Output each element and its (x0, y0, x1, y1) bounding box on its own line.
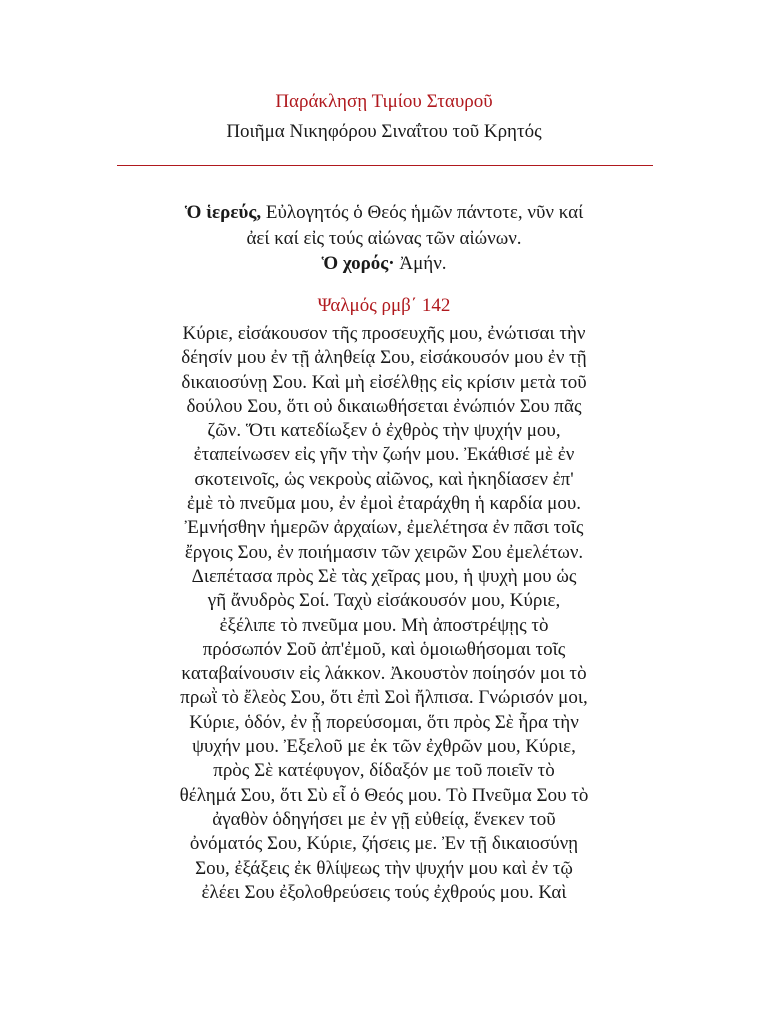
priest-text-1: Εὐλογητός ὁ Θεός ἡμῶν πάντοτε, νῦν καί (265, 202, 584, 223)
psalm-line: δικαιοσύνῃ Σου. Καὶ μὴ εἰσέλθῃς εἰς κρίσιν μετὰ τοῦ (181, 371, 587, 393)
psalm-line: καταβαίνουσιν εἰς λάκκον. Ἀκουστὸν ποίησόν μοι τὸ (181, 663, 587, 685)
page-title: Παράκλησῃ Τιμίου Σταυροῦ (275, 91, 493, 112)
psalm-line: πρὸς Σὲ κατέφυγον, δίδαξόν με τοῦ ποιεῖν τὸ (213, 760, 555, 782)
psalm-heading: Ψαλμός ρμβ΄ 142 (317, 295, 451, 316)
psalm-line: ζῶν. Ὅτι κατεδίωξεν ὁ ἐχθρὸς τὴν ψυχήν μου, (207, 420, 561, 442)
choir-line (110, 251, 658, 277)
psalm-line: ἐμὲ τὸ πνεῦμα μου, ἐν ἐμοὶ ἐταράχθη ἡ καρδία μου. (186, 493, 582, 515)
opening-dialogue (110, 200, 658, 277)
psalm-line: Διεπέτασα πρὸς Σὲ τὰς χεῖρας μου, ἡ ψυχὴ μου ὡς (191, 565, 577, 587)
psalm-line: πρωῒ τὸ ἔλεὸς Σου, ὅτι ἐπὶ Σοὶ ἤλπισα. Γνώρισόν μοι, (180, 687, 588, 709)
psalm-line: ἐταπείνωσεν εἰς γῆν τὴν ζωήν μου. Ἐκάθισέ μὲ ἐν (193, 444, 575, 466)
psalm-line: Κύριε, ὁδόν, ἐν ᾗ πορεύσομαι, ὅτι πρὸς Σὲ ἦρα τὴν (189, 711, 579, 733)
title-divider (117, 165, 653, 166)
psalm-line: δέησίν μου ἐν τῇ ἀληθείᾳ Σου, εἰσάκουσόν μου ἐν τῇ (181, 347, 587, 369)
psalm-line: ἐξέλιπε τὸ πνεῦμα μου. Μὴ ἀποστρέψῃς τὸ (219, 614, 549, 636)
choir-label: Ὁ χορός· (321, 253, 395, 274)
psalm-line: σκοτεινοῖς, ὡς νεκροὺς αἰῶνος, καὶ ἠκηδίασεν ἐπ' (194, 468, 574, 490)
psalm-line: Ἐμνήσθην ἡμερῶν ἀρχαίων, ἐμελέτησα ἐν πᾶσι τοῖς (184, 517, 584, 539)
psalm-line: πρόσωπόν Σοῦ ἀπ'ἐμοῦ, καὶ ὁμοιωθήσομαι τοῖς (202, 638, 566, 660)
psalm-line: γῆ ἄνυδρὸς Σοί. Ταχὺ εἰσάκουσόν μου, Κύριε, (207, 590, 561, 612)
psalm-line: ἀγαθὸν ὁδηγήσει με ἐν γῇ εὐθείᾳ, ἕνεκεν τοῦ (212, 808, 556, 830)
choir-text: Ἀμήν. (399, 253, 447, 274)
psalm-line: ψυχήν μου. Ἐξελοῦ με ἐκ τῶν ἐχθρῶν μου, Κύριε, (192, 736, 576, 758)
psalm-line: Σου, ἐξάξεις ἐκ θλίψεως τὴν ψυχήν μου καὶ ἐν τῷ (195, 857, 573, 879)
priest-label: Ὁ ἱερεύς, (184, 202, 262, 223)
psalm-line: Κύριε, εἰσάκουσον τῆς προσευχῆς μου, ἐνώτισαι τὴν (182, 323, 586, 344)
psalm-line: δούλου Σου, ὅτι οὐ δικαιωθήσεται ἐνώπιόν Σου πᾶς (186, 395, 582, 417)
psalm-line: ἐλέει Σου ἐξολοθρεύσεις τούς ἐχθρούς μου. Καὶ (201, 881, 567, 903)
priest-text-2: ἀεί καί εἰς τούς αἰώνας τῶν αἰώνων. (246, 227, 522, 249)
priest-line-1 (110, 200, 658, 226)
psalm-text (110, 322, 658, 905)
psalm-line: ἔργοις Σου, ἐν ποιήμασιν τῶν χειρῶν Σου ἐμελέτων. (184, 541, 584, 563)
psalm-line: ὀνόματός Σου, Κύριε, ζήσεις με. Ἐν τῇ δικαιοσύνῃ (189, 833, 579, 855)
psalm-line: θέλημά Σου, ὅτι Σὺ εἶ ὁ Θεός μου. Τὸ Πνεῦμα Σου τὸ (179, 784, 589, 806)
page-subtitle: Ποιῆμα Νικηφόρου Σιναΐτου τοῦ Κρητός (226, 121, 542, 142)
